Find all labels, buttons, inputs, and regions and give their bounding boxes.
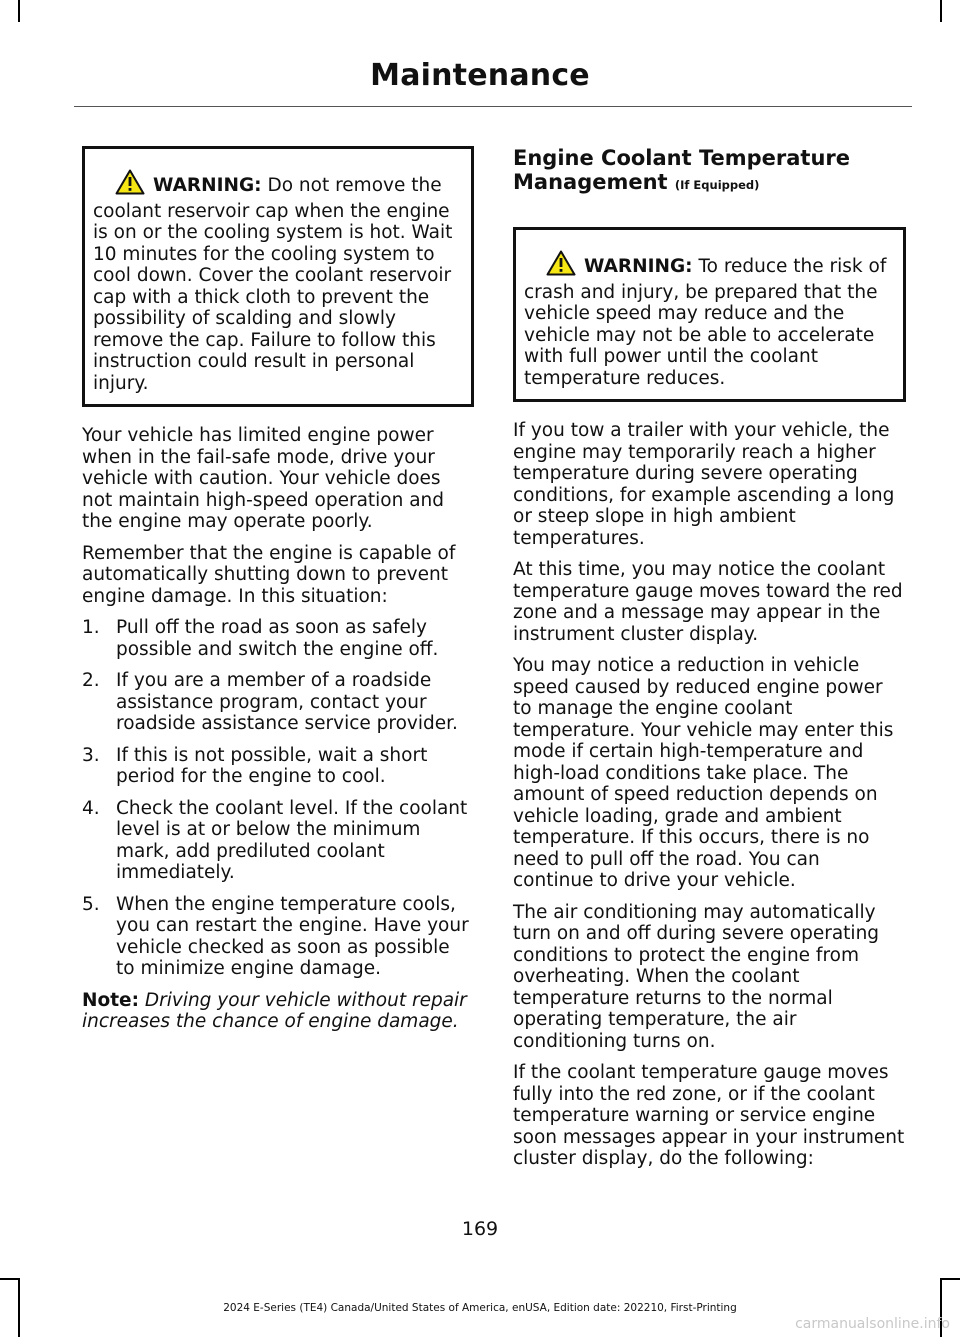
edition-footer: 2024 E-Series (TE4) Canada/United States of America, enUSA, Edition date: 202210, First-Printing xyxy=(223,1302,737,1314)
shutdown-paragraph: Remember that the engine is capable of automatically shutting down to prevent engine damage. In this situation: xyxy=(82,542,456,607)
left-column xyxy=(82,146,474,1043)
warning-paragraph xyxy=(524,250,895,389)
speed-reduction-paragraph: You may notice a reduction in vehicle speed caused by reduced engine power to manage the engine coolant temperature. Your vehicle may enter this mode if certain high-temperature and high-load conditions take place. The amount of speed reduction depends on vehicle loading, grade and ambient temperature. If this occurs, there is no need to pull off the road. You can continue to drive your vehicle. xyxy=(513,655,894,891)
step-number: 4. xyxy=(82,797,100,819)
note-text: Driving your vehicle without repair increases the chance of engine damage. xyxy=(82,989,467,1032)
gauge-paragraph: At this time, you may notice the coolant temperature gauge moves toward the red zone and a message may appear in the instrument cluster display. xyxy=(513,559,903,645)
speed-reduction-warning-box xyxy=(513,227,906,402)
page-number: 169 xyxy=(461,1218,499,1240)
step-number: 5. xyxy=(82,893,100,915)
crop-mark-bottom-left xyxy=(0,1278,20,1280)
section-heading-text: Engine Coolant Temperature Management xyxy=(513,146,851,194)
crop-mark-top-right xyxy=(940,0,942,22)
air-conditioning-paragraph: The air conditioning may automatically turn on and off during severe operating conditions to protect the engine from overheating. When the coolant temperature returns to the normal operating temperature, the air conditioning turns on. xyxy=(513,901,880,1052)
step-number: 2. xyxy=(82,670,100,691)
list-item xyxy=(82,670,474,735)
fail-safe-paragraph: Your vehicle has limited engine power when in the fail-safe mode, drive your vehicle with caution. Your vehicle does not maintain high-speed operation and the engine may operate poorly. xyxy=(82,425,445,532)
header-divider xyxy=(74,106,912,107)
step-text: Pull off the road as soon as safely possible and switch the engine off. xyxy=(116,617,439,660)
warning-text: To reduce the risk of crash and injury, be prepared that the vehicle speed may reduce and the vehicle may not be able to accelerate with full power until the coolant temperature reduces. xyxy=(524,256,887,389)
crop-mark-bottom-right xyxy=(940,1278,960,1280)
right-column xyxy=(513,146,906,1180)
red-zone-paragraph: If the coolant temperature gauge moves fully into the red zone, or if the coolant temperature warning or service engine soon messages appear in your instrument cluster display, do the following: xyxy=(513,1062,905,1169)
section-heading xyxy=(513,146,906,197)
warning-text: Do not remove the coolant reservoir cap when the engine is on or the cooling system is hot. Wait 10 minutes for the cooling system to cool down. Cover the coolant reservoir cap with a thick cloth to prevent the possibility of scalding and slowly remove the cap. Failure to follow this instruction could result in personal injury. xyxy=(93,175,453,394)
step-text: When the engine temperature cools, you can restart the engine. Have your vehicle checked as soon as possible to minimize engine damage. xyxy=(116,893,469,979)
list-item xyxy=(82,798,474,884)
step-text: Check the coolant level. If the coolant level is at or below the minimum mark, add prediluted coolant immediately. xyxy=(116,797,468,883)
procedure-steps xyxy=(82,617,474,980)
warning-triangle-icon xyxy=(115,169,145,201)
step-text: If this is not possible, wait a short period for the engine to cool. xyxy=(116,744,428,787)
section-qualifier: (If Equipped) xyxy=(674,178,760,192)
note-label: Note: xyxy=(82,989,139,1011)
warning-label: WARNING: xyxy=(584,256,693,277)
watermark: carmanualsonline.info xyxy=(795,1316,950,1332)
warning-paragraph xyxy=(93,169,463,394)
crop-mark-top-left xyxy=(18,0,20,22)
warning-triangle-icon xyxy=(546,250,576,282)
step-number: 1. xyxy=(82,617,100,638)
list-item xyxy=(82,894,474,980)
warning-label: WARNING: xyxy=(153,175,262,196)
page-title: Maintenance xyxy=(370,58,590,93)
note xyxy=(82,990,474,1033)
list-item xyxy=(82,617,474,660)
step-number: 3. xyxy=(82,744,100,766)
coolant-cap-warning-box xyxy=(82,146,474,407)
list-item xyxy=(82,745,474,788)
step-text: If you are a member of a roadside assistance program, contact your roadside assistance service provider. xyxy=(116,670,458,734)
towing-paragraph: If you tow a trailer with your vehicle, the engine may temporarily reach a higher temperature during severe operating conditions, for example ascending a long or steep slope in high ambient temperatures. xyxy=(513,420,895,549)
